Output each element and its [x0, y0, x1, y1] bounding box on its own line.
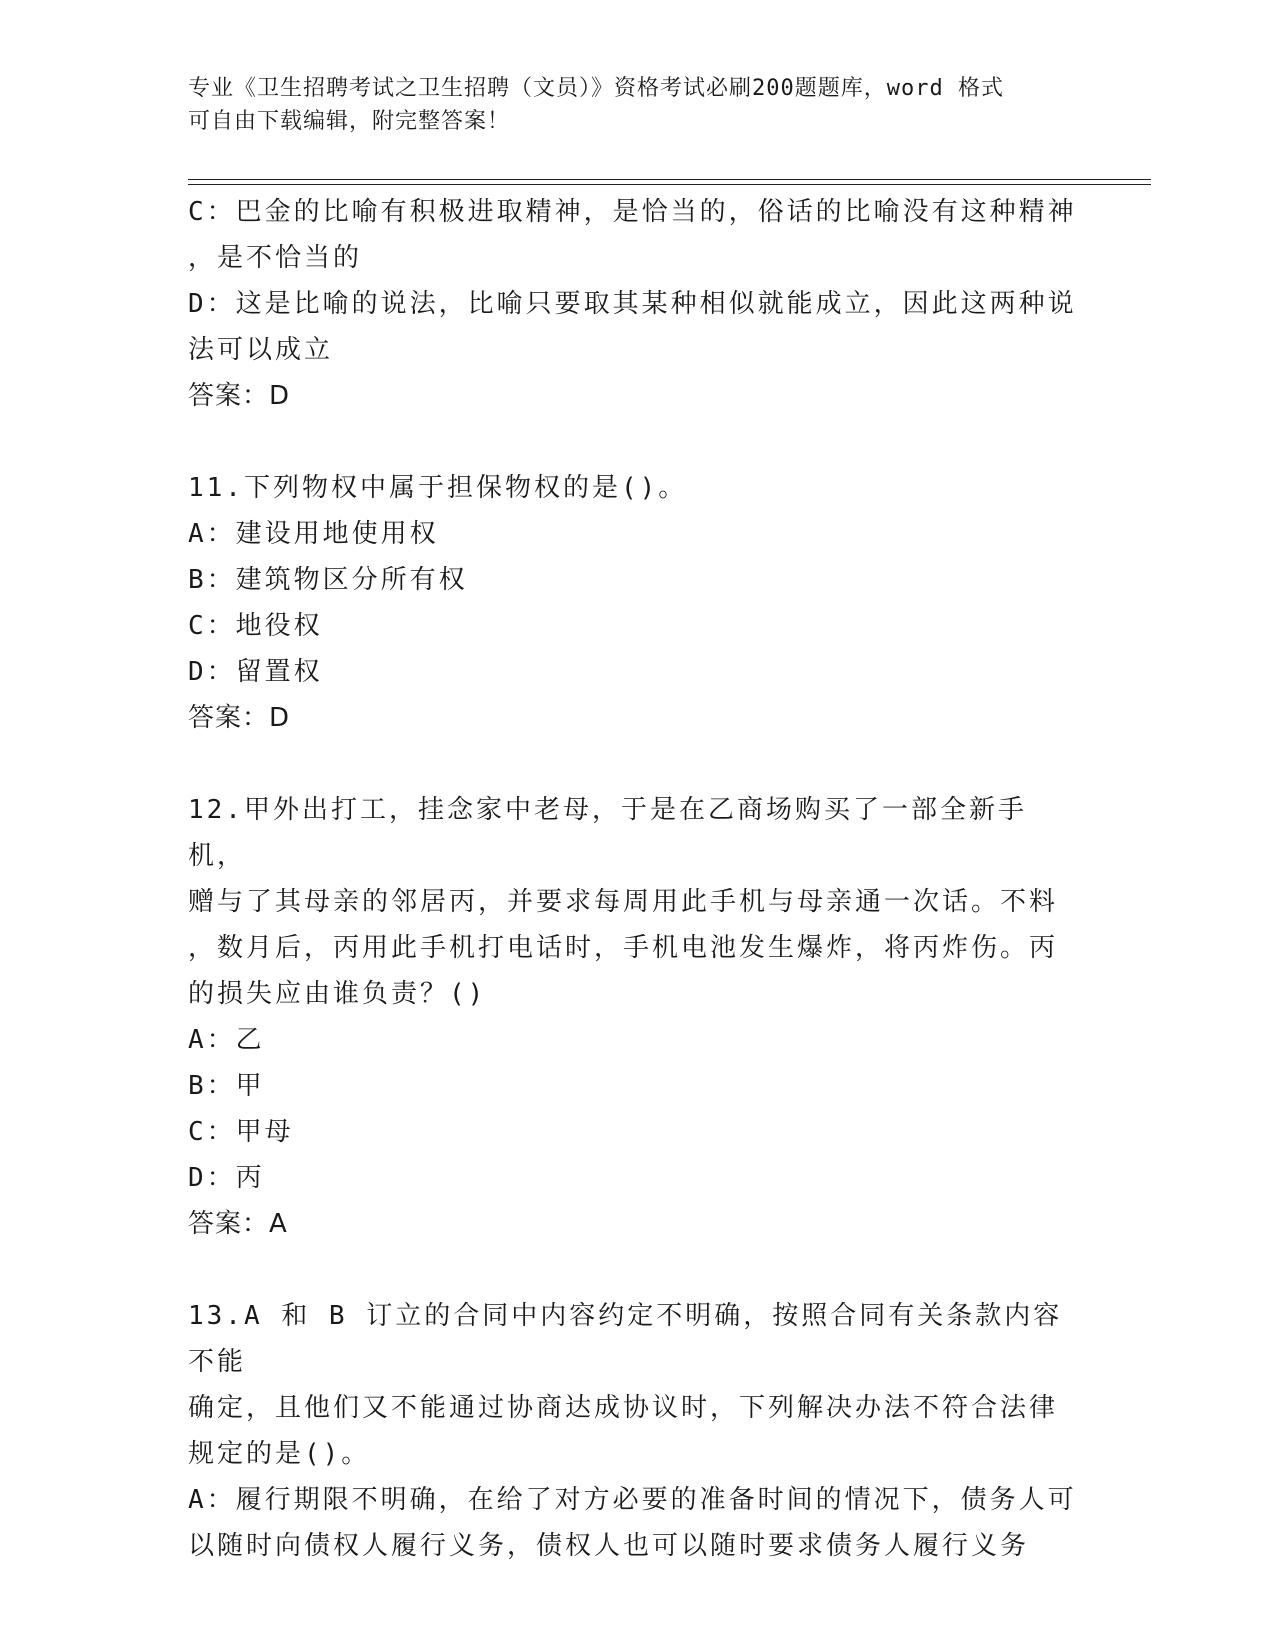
q11-option-a: A：建设用地使用权 [188, 519, 439, 549]
q13-stem-line-2: 确定，且他们又不能通过协商达成协议时，下列解决办法不符合法律 [188, 1393, 1059, 1423]
question-11-block [188, 465, 1078, 741]
q12-stem-line-4: 的损失应由谁负责？() [188, 979, 487, 1009]
q11-option-c: C：地役权 [188, 611, 323, 641]
q10-option-d-line-2: 法可以成立 [188, 335, 334, 365]
q10-option-c-line-1: C：巴金的比喻有积极进取精神，是恰当的，俗话的比喻没有这种精神 [188, 197, 1077, 227]
q10-option-d-line-1: D：这是比喻的说法，比喻只要取其某种相似就能成立，因此这两种说 [188, 289, 1077, 319]
q11-option-d: D：留置权 [188, 657, 323, 687]
q11-stem: 11.下列物权中属于担保物权的是()。 [188, 473, 688, 503]
q11-option-b: B：建筑物区分所有权 [188, 565, 468, 595]
question-content [188, 189, 1078, 1569]
q13-stem-line-3: 规定的是()。 [188, 1439, 371, 1469]
header-title-line-2: 可自由下载编辑，附完整答案！ [188, 109, 511, 134]
spacer [188, 741, 1078, 787]
q12-stem-line-2: 赠与了其母亲的邻居丙，并要求每周用此手机与母亲通一次话。不料 [188, 887, 1059, 917]
spacer [188, 419, 1078, 465]
document-header [188, 72, 1078, 138]
q12-answer: 答案：A [188, 1209, 288, 1239]
q12-option-a: A：乙 [188, 1025, 265, 1055]
header-divider-top [188, 179, 1151, 180]
q12-option-d: D：丙 [188, 1163, 265, 1193]
q12-option-b: B：甲 [188, 1071, 265, 1101]
spacer [188, 1247, 1078, 1293]
q12-stem-line-1: 12.甲外出打工，挂念家中老母，于是在乙商场购买了一部全新手机， [188, 795, 1027, 871]
q11-answer: 答案：D [188, 703, 291, 733]
question-13-block [188, 1293, 1078, 1569]
header-title-line-1: 专业《卫生招聘考试之卫生招聘（文员）》资格考试必刷200题题库，word 格式 [188, 76, 1004, 101]
question-10-block [188, 189, 1078, 419]
q10-option-c-line-2: ，是不恰当的 [188, 243, 363, 273]
q13-option-a-line-1: A：履行期限不明确，在给了对方必要的准备时间的情况下，债务人可 [188, 1485, 1077, 1515]
header-divider-bottom [188, 184, 1151, 185]
question-12-block [188, 787, 1078, 1247]
q12-option-c: C：甲母 [188, 1117, 294, 1147]
q12-stem-line-3: ，数月后，丙用此手机打电话时，手机电池发生爆炸，将丙炸伤。丙 [188, 933, 1059, 963]
q13-stem-line-1: 13.A 和 B 订立的合同中内容约定不明确，按照合同有关条款内容不能 [188, 1301, 1063, 1377]
q10-answer: 答案：D [188, 381, 291, 411]
q13-option-a-line-2: 以随时向债权人履行义务，债权人也可以随时要求债务人履行义务 [188, 1531, 1030, 1561]
